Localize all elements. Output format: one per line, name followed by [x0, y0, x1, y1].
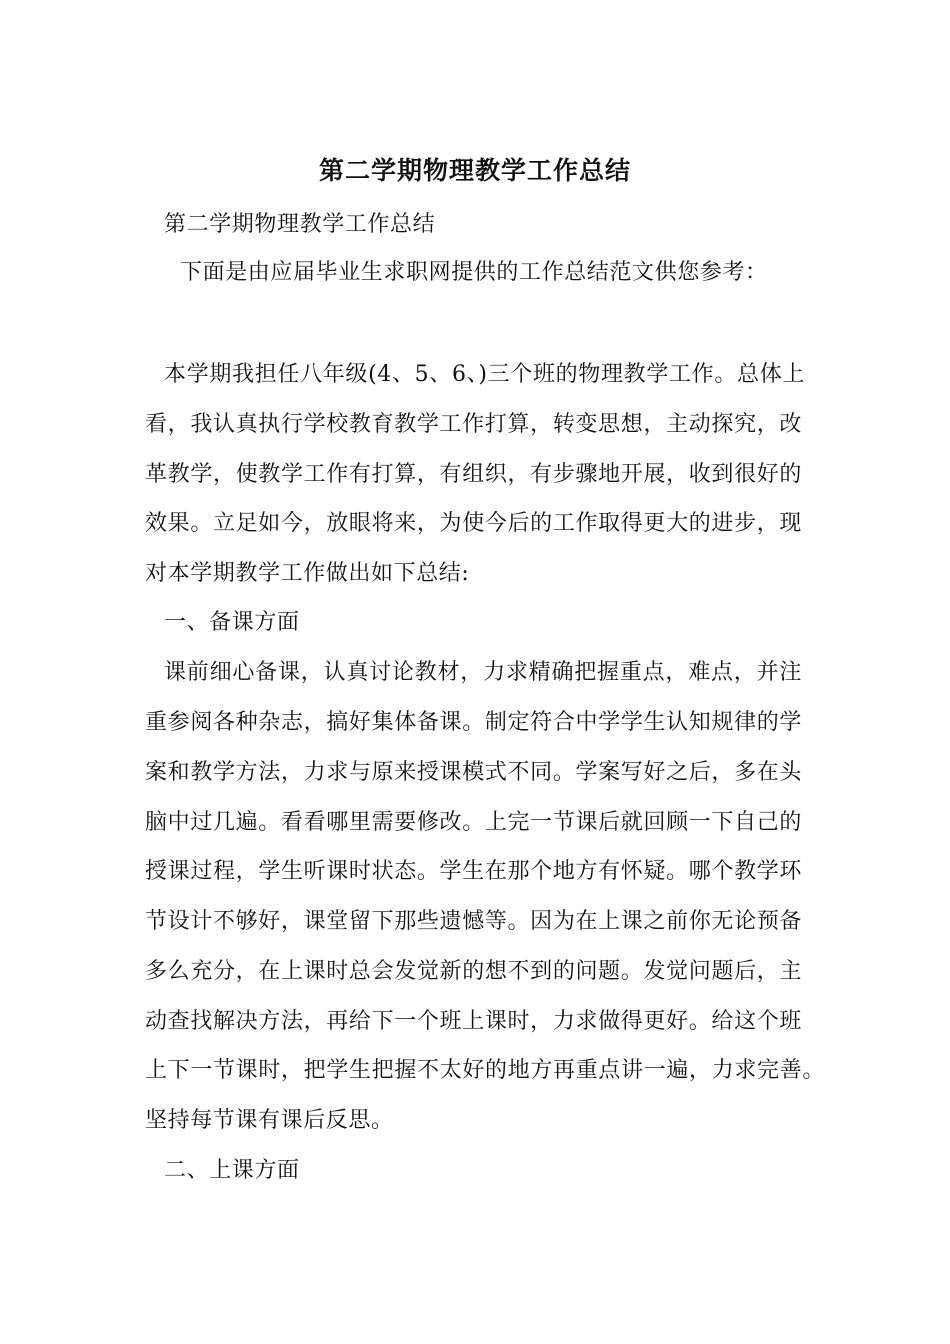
paragraph-1-line-4: 效果。立足如今，放眼将来，为使今后的工作取得更大的进步，现 — [145, 511, 802, 536]
section-1-heading: 一、备课方面 — [164, 610, 300, 635]
paragraph-2-line-8: 动查找解决方法，再给下一个班上课时，力求做得更好。给这个班 — [145, 1009, 802, 1034]
paragraph-2-line-6: 节设计不够好，课堂留下那些遗憾等。因为在上课之前你无论预备 — [145, 909, 802, 934]
document-subtitle: 第二学期物理教学工作总结 — [164, 212, 436, 237]
document-title: 第二学期物理教学工作总结 — [318, 156, 631, 185]
paragraph-2-line-1: 课前细心备课，认真讨论教材，力求精确把握重点，难点，并注 — [164, 660, 802, 685]
paragraph-1-line-3: 革教学，使教学工作有打算，有组织，有步骤地开展，收到很好的 — [145, 462, 802, 487]
section-2-heading: 二、上课方面 — [164, 1158, 300, 1183]
paragraph-2-line-9: 上下一节课时，把学生把握不太好的地方再重点讲一遍，力求完善。 — [145, 1058, 825, 1083]
paragraph-1-line-2: 看，我认真执行学校教育教学工作打算，转变思想，主动探究，改 — [145, 412, 802, 437]
paragraph-2-line-7: 多么充分，在上课时总会发觉新的想不到的问题。发觉问题后，主 — [145, 959, 802, 984]
intro-line: 下面是由应届毕业生求职网提供的工作总结范文供您参考： — [180, 260, 768, 285]
paragraph-2-line-5: 授课过程，学生听课时状态。学生在那个地方有怀疑。哪个教学环 — [145, 859, 802, 884]
paragraph-2-line-3: 案和教学方法，力求与原来授课模式不同。学案写好之后，多在头 — [145, 760, 802, 785]
paragraph-2-line-10: 坚持每节课有课后反思。 — [145, 1108, 394, 1133]
paragraph-1-line-1: 本学期我担任八年级(4、5、6、)三个班的物理教学工作。总体上 — [164, 362, 805, 387]
paragraph-2-line-4: 脑中过几遍。看看哪里需要修改。上完一节课后就回顾一下自己的 — [145, 810, 802, 835]
paragraph-1-line-5: 对本学期教学工作做出如下总结: — [145, 561, 470, 586]
paragraph-2-line-2: 重参阅各种杂志，搞好集体备课。制定符合中学学生认知规律的学 — [145, 710, 802, 735]
